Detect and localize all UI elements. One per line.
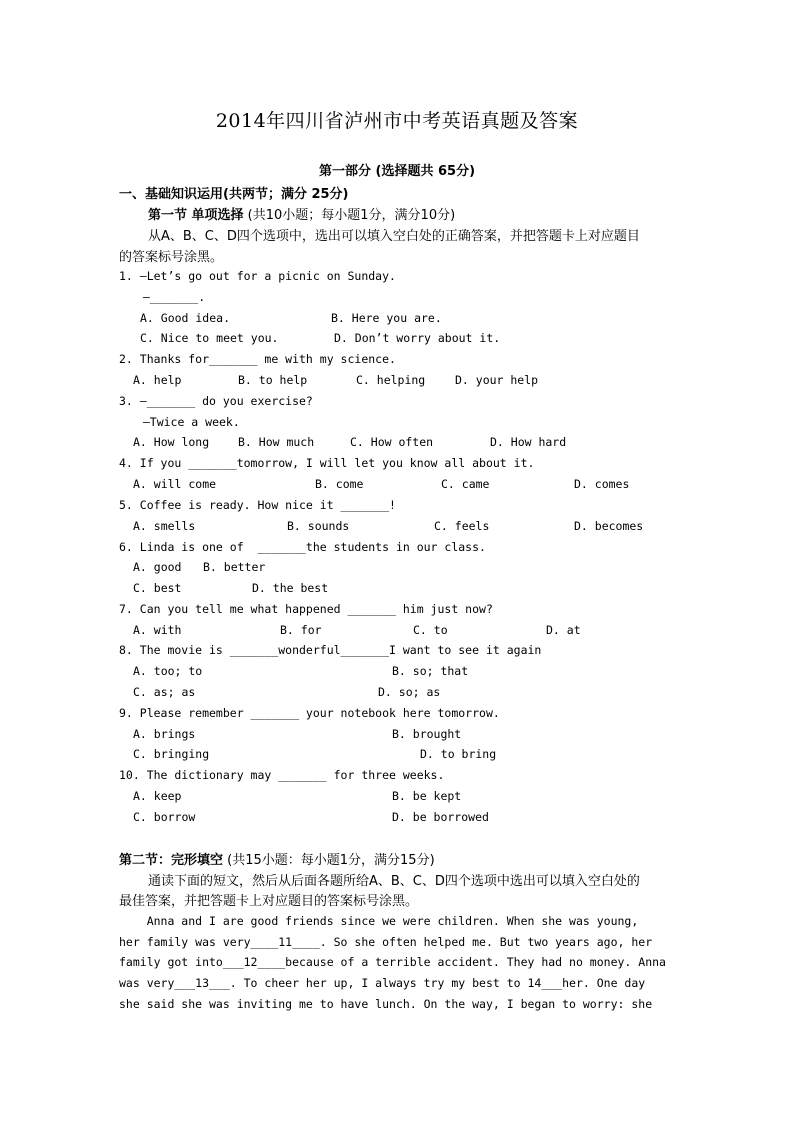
question-1-stem: 1. —Let’s go out for a picnic on Sunday. xyxy=(119,269,396,283)
question-2-option-c: C. helping xyxy=(356,373,426,387)
question-5-option-d: D. becomes xyxy=(574,519,644,533)
question-5-option-a: A. smells xyxy=(133,519,196,533)
question-1-option-c: C. Nice to meet you. xyxy=(140,331,279,345)
section2-heading xyxy=(119,849,435,868)
question-1-stem-2: —_______. xyxy=(129,290,206,304)
part-heading: 第一部分 (选择题共 65分) xyxy=(318,164,476,179)
question-3-stem-2: —Twice a week. xyxy=(129,415,240,429)
question-7-option-a: A. with xyxy=(133,623,182,637)
question-2-stem: 2. Thanks for_______ me with my science. xyxy=(119,352,396,366)
question-2-option-d: D. your help xyxy=(455,373,539,387)
question-10-option-b: B. be kept xyxy=(392,789,462,803)
question-9-option-d: D. to bring xyxy=(420,747,497,761)
question-8-option-a: A. too; to xyxy=(133,664,203,678)
question-4-option-c: C. came xyxy=(441,477,490,491)
section1-heading xyxy=(119,183,349,202)
question-1-option-b: B. Here you are. xyxy=(331,311,442,325)
question-4-option-a: A. will come xyxy=(133,477,217,491)
passage-line-1: Anna and I are good friends since we were children. When she was young, xyxy=(119,914,639,928)
question-3-option-a: A. How long xyxy=(133,435,210,449)
question-6-option-d: D. the best xyxy=(252,581,329,595)
question-9-stem: 9. Please remember _______ your notebook here tomorrow. xyxy=(119,706,500,720)
section2-instruction-2: 最佳答案，并把答题卡上对应题目的答案标号涂黑。 xyxy=(119,894,419,909)
passage-line-2: her family was very____11____. So she often helped me. But two years ago, her xyxy=(119,935,653,949)
page-title: 2014年四川省泸州市中考英语真题及答案 xyxy=(215,110,579,132)
question-6-option-b: B. better xyxy=(203,560,266,574)
question-8-option-b: B. so; that xyxy=(392,664,469,678)
question-3-option-b: B. How much xyxy=(238,435,315,449)
question-5-option-b: B. sounds xyxy=(287,519,350,533)
section1-instruction-2: 的答案标号涂黑。 xyxy=(119,250,224,265)
section1-heading-text: 一、基础知识运用(共两节；满分 25分) xyxy=(119,187,349,202)
question-8-option-c: C. as; as xyxy=(133,685,196,699)
passage-line-4: was very___13___. To cheer her up, I always try my best to 14___her. One day xyxy=(119,976,646,990)
question-6-option-c: C. best xyxy=(133,581,182,595)
question-8-stem: 8. The movie is _______wonderful_______I want to see it again xyxy=(119,643,542,657)
question-10-stem: 10. The dictionary may _______ for three weeks. xyxy=(119,768,445,782)
question-4-option-b: B. come xyxy=(315,477,364,491)
section1-subheading-bold: 第一节 单项选择 xyxy=(148,208,244,223)
section2-heading-note: (共15小题：每小题1分，满分15分) xyxy=(223,853,435,868)
question-8-option-d: D. so; as xyxy=(378,685,441,699)
question-4-stem: 4. If you _______tomorrow, I will let you know all about it. xyxy=(119,456,535,470)
question-6-option-a: A. good xyxy=(133,560,182,574)
question-9-option-b: B. brought xyxy=(392,727,462,741)
question-3-stem: 3. —_______ do you exercise? xyxy=(119,394,313,408)
question-10-option-a: A. keep xyxy=(133,789,182,803)
question-5-stem: 5. Coffee is ready. How nice it _______! xyxy=(119,498,396,512)
passage-line-3: family got into___12____because of a terrible accident. They had no money. Anna xyxy=(119,955,666,969)
question-6-stem: 6. Linda is one of _______the students in our class. xyxy=(119,540,486,554)
question-7-option-d: D. at xyxy=(546,623,581,637)
question-1-option-a: A. Good idea. xyxy=(140,311,231,325)
question-2-option-a: A. help xyxy=(133,373,182,387)
question-10-option-c: C. borrow xyxy=(133,810,196,824)
question-9-option-a: A. brings xyxy=(133,727,196,741)
section1-subheading-note: (共10小题；每小题1分，满分10分) xyxy=(243,208,456,223)
question-2-option-b: B. to help xyxy=(238,373,308,387)
section1-subheading xyxy=(148,204,455,223)
question-10-option-d: D. be borrowed xyxy=(392,810,489,824)
question-3-option-c: C. How often xyxy=(350,435,434,449)
passage-line-5: she said she was inviting me to have lunch. On the way, I began to worry: she xyxy=(119,997,653,1011)
question-7-stem: 7. Can you tell me what happened _______ him just now? xyxy=(119,602,493,616)
question-3-option-d: D. How hard xyxy=(490,435,567,449)
question-9-option-c: C. bringing xyxy=(133,747,210,761)
question-7-option-c: C. to xyxy=(413,623,448,637)
section2-heading-bold: 第二节：完形填空 xyxy=(119,853,224,868)
section1-instruction-1: 从A、B、C、D四个选项中，选出可以填入空白处的正确答案，并把答题卡上对应题目 xyxy=(148,229,640,244)
section2-instruction-1: 通读下面的短文，然后从后面各题所给A、B、C、D四个选项中选出可以填入空白处的 xyxy=(148,874,640,889)
question-5-option-c: C. feels xyxy=(434,519,490,533)
question-7-option-b: B. for xyxy=(280,623,322,637)
question-4-option-d: D. comes xyxy=(574,477,630,491)
question-1-option-d: D. Don’t worry about it. xyxy=(334,331,501,345)
